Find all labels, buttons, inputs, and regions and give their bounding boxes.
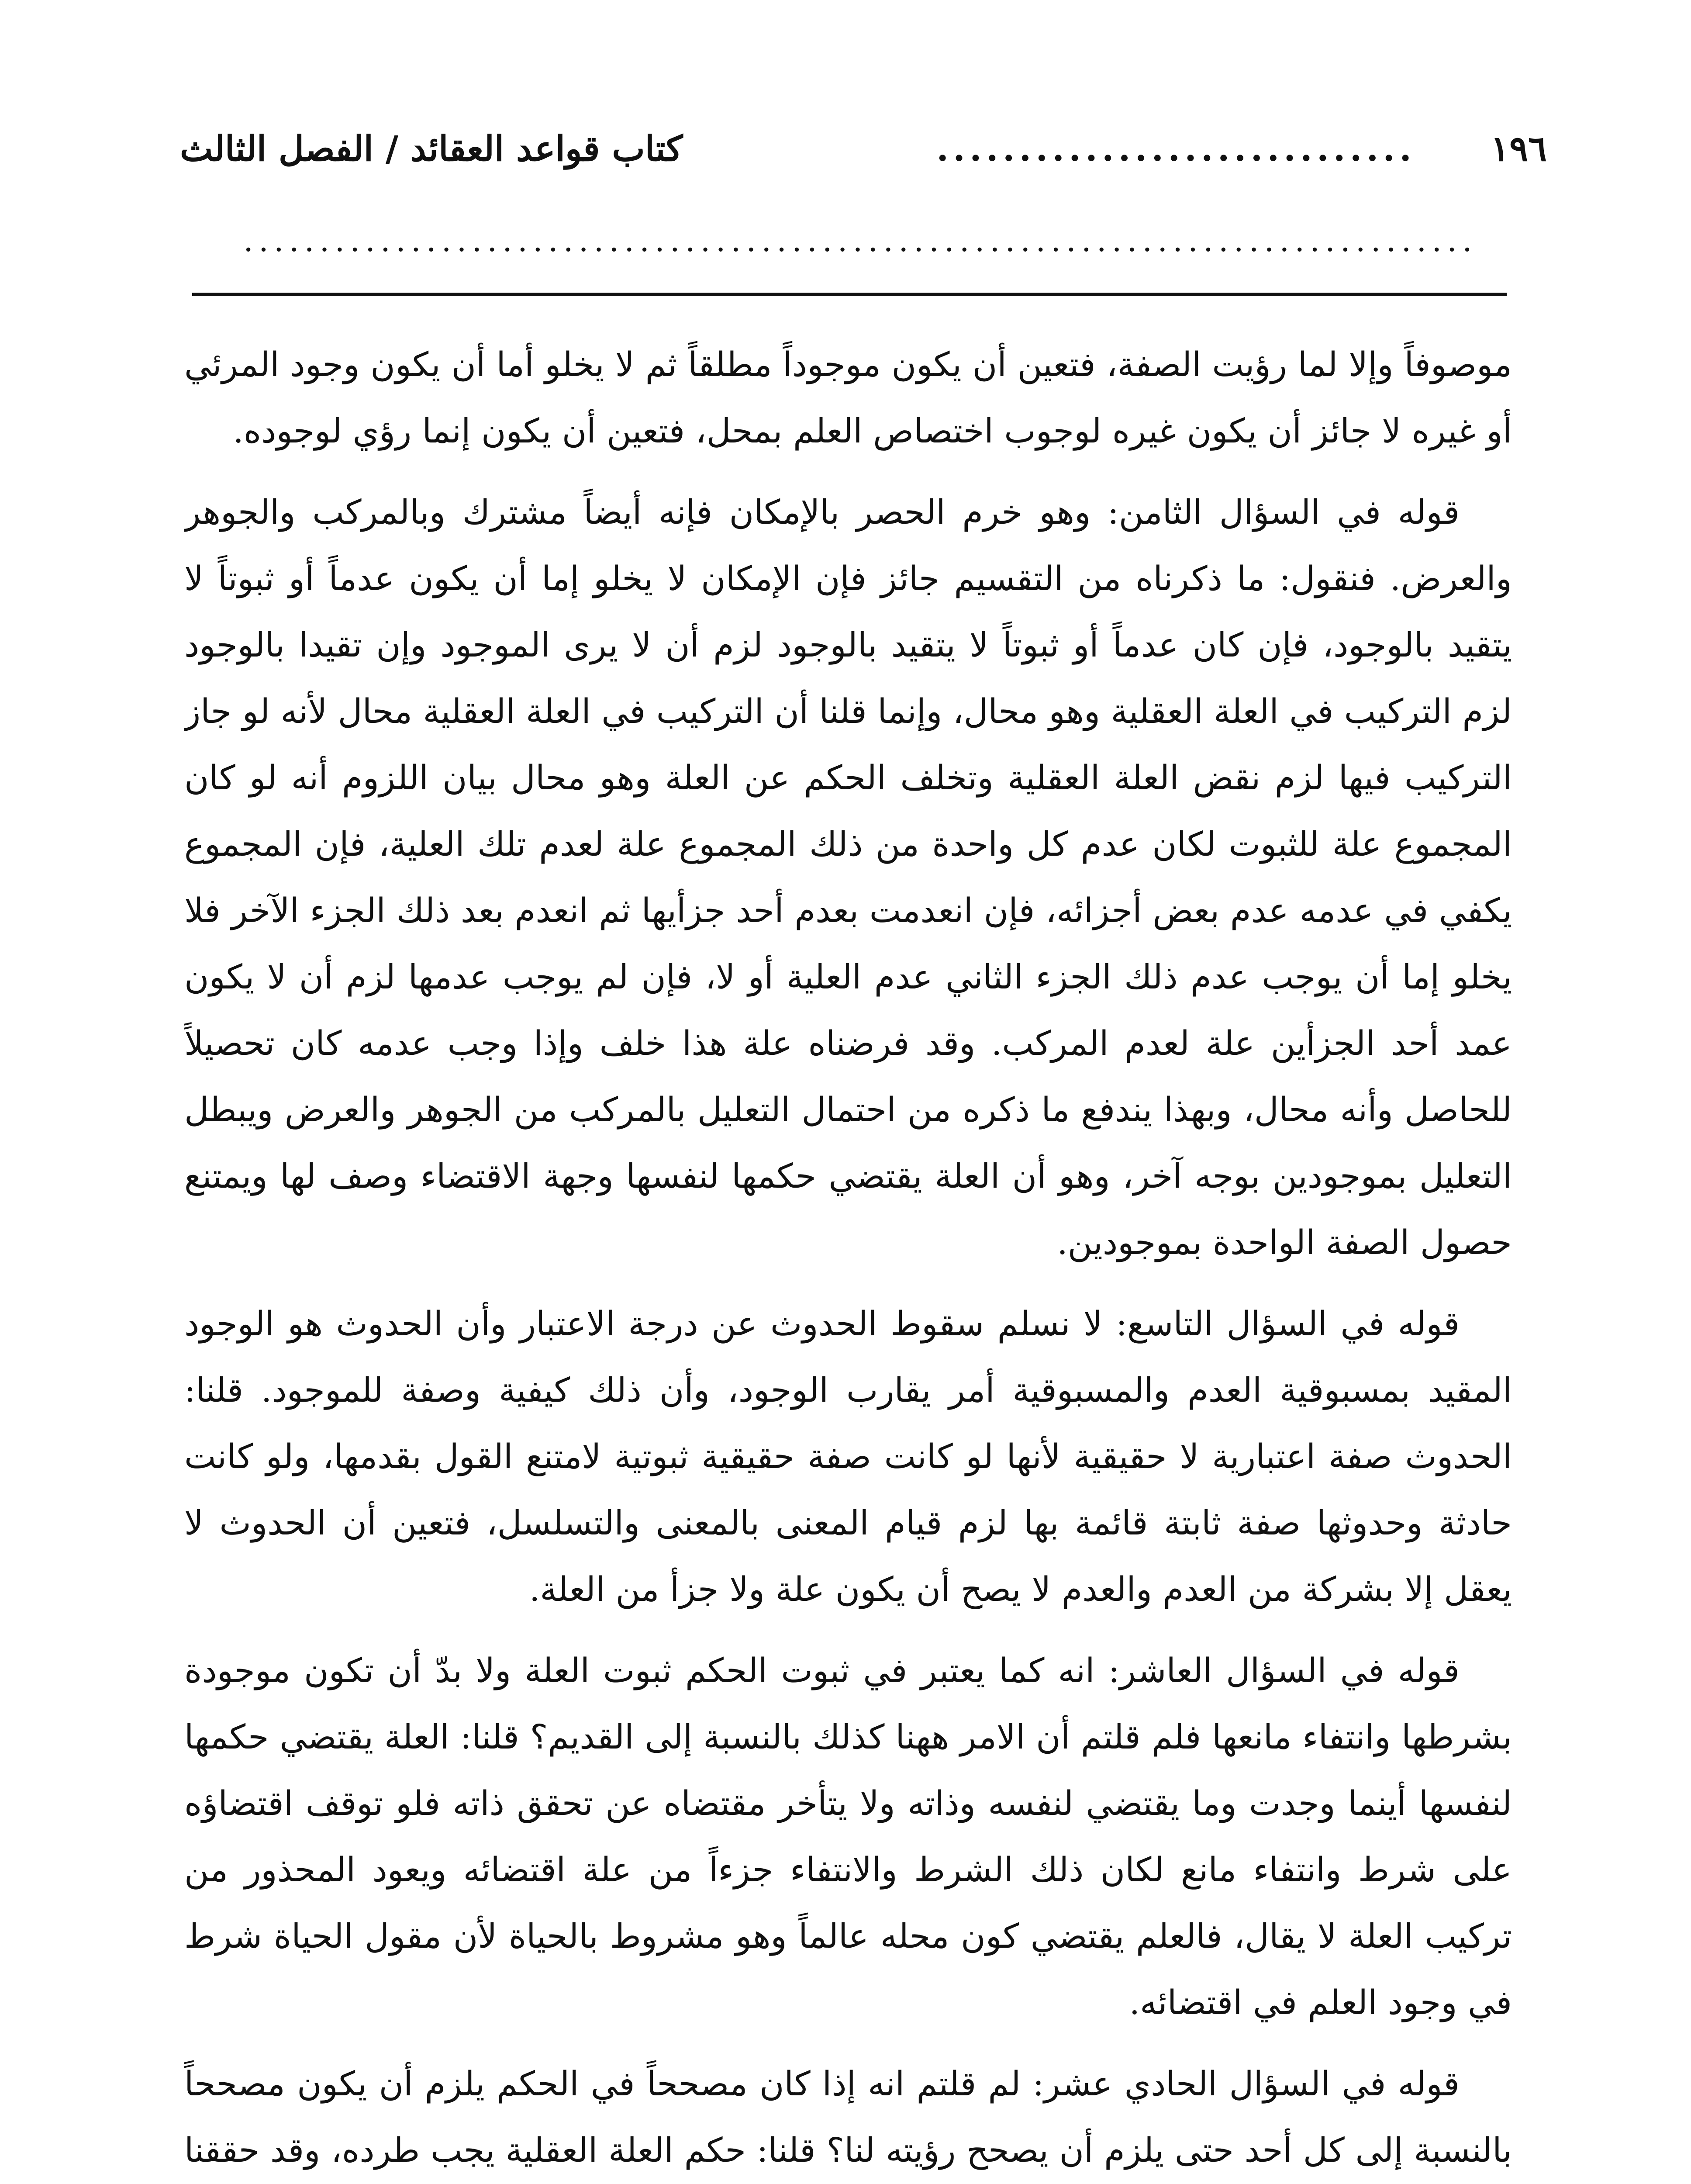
paragraph-4: قوله في السؤال العاشر: انه كما يعتبر في ثبوت الحكم ثبوت العلة ولا بدّ أن تكون موجودة بشرطها وانتفاء مانعها فلم قلتم أن الامر ههنا كذلك بالنسبة إلى القديم؟ قلنا: العلة يقتضي حكمها لنفسها أينما وجدت وما يقتضي لنفسه وذاته ولا يتأخر مقتضاه عن تحقق ذاته فلو توقف اقتضاؤه على شرط وانتفاء مانع لكان ذلك الشرط والانتفاء جزءاً من علة اقتضائه ويعود المحذور من تركيب العلة لا يقال، فالعلم يقتضي كون محله عالماً وهو مشروط بالحياة لأن مقول الحياة شرط في وجود العلم في اقتضائه. (184, 1652, 1512, 2022)
dotted-separator: ................................................................................. (243, 222, 1477, 259)
paragraph-1: موصوفاً وإلا لما رؤيت الصفة، فتعين أن يكون موجوداً مطلقاً ثم لا يخلو أما أن يكون وجود المرئي أو غيره لا جائز أن يكون غيره لوجوب اختصاص العلم بمحل، فتعين أن يكون إنما رؤي لوجوده. (184, 346, 1512, 451)
header-rule (192, 293, 1507, 296)
page-header (180, 118, 1547, 179)
paragraph-3: قوله في السؤال التاسع: لا نسلم سقوط الحدوث عن درجة الاعتبار وأن الحدوث هو الوجود المقيد بمسبوقية العدم والمسبوقية أمر يقارب الوجود، وأن ذلك كيفية وصفة للموجود. قلنا: الحدوث صفة اعتبارية لا حقيقية لأنها لو كانت صفة حقيقية ثبوتية لامتنع القول بقدمها، ولو كانت حادثة وحدوثها صفة ثابتة قائمة بها لزم قيام المعنى بالمعنى والتسلسل، فتعين أن الحدوث لا يعقل إلا بشركة من العدم والعدم لا يصح أن يكون علة ولا جزأ من العلة. (184, 1305, 1512, 1609)
header-leader-dots: ............................. (936, 128, 1416, 169)
paragraph-2: قوله في السؤال الثامن: وهو خرم الحصر بالإمكان فإنه أيضاً مشترك وبالمركب والجوهر والعرض. فنقول: ما ذكرناه من التقسيم جائز فإن الإمكان لا يخلو إما أن يكون عدماً أو ثبوتاً لا يتقيد بالوجود، فإن كان عدماً أو ثبوتاً لا يتقيد بالوجود لزم أن لا يرى الموجود وإن تقيدا بالوجود لزم التركيب في العلة العقلية وهو محال، وإنما قلنا أن التركيب في العلة العقلية محال لأنه لو جاز التركيب فيها لزم نقض العلة العقلية وتخلف الحكم عن العلة وهو محال بيان اللزوم أنه لو كان المجموع علة للثبوت لكان عدم كل واحدة من ذلك المجموع علة لعدم تلك العلية، فإن المجموع يكفي في عدمه عدم بعض أجزائه، فإن انعدمت بعدم أحد جزأيها ثم انعدم بعد ذلك الجزء الآخر فلا يخلو إما أن يوجب عدم ذلك الجزء الثاني عدم العلية أو لا، فإن لم يوجب عدمها لزم أن لا يكون عمد أحد الجزأين علة لعدم المركب. وقد فرضناه علة هذا خلف وإذا وجب عدمه كان تحصيلاً للحاصل وأنه محال، وبهذا يندفع ما ذكره من احتمال التعليل بالمركب من الجوهر والعرض ويبطل التعليل بموجودين بوجه آخر، وهو أن العلة يقتضي حكمها لنفسها وجهة الاقتضاء وصف لها ويمتنع حصول الصفة الواحدة بموجودين. (184, 493, 1512, 1262)
running-title: كتاب قواعد العقائد / الفصل الثالث (180, 128, 683, 169)
page-number: ١٩٦ (1491, 128, 1547, 169)
paragraph-5: قوله في السؤال الحادي عشر: لم قلتم انه إذا كان مصححاً في الحكم يلزم أن يكون مصححاً بالنسبة إلى كل أحد حتى يلزم أن يصحح رؤيته لنا؟ قلنا: حكم العلة العقلية يجب طرده، وقد حققنا (184, 2065, 1512, 2170)
body-text (184, 332, 1512, 2184)
